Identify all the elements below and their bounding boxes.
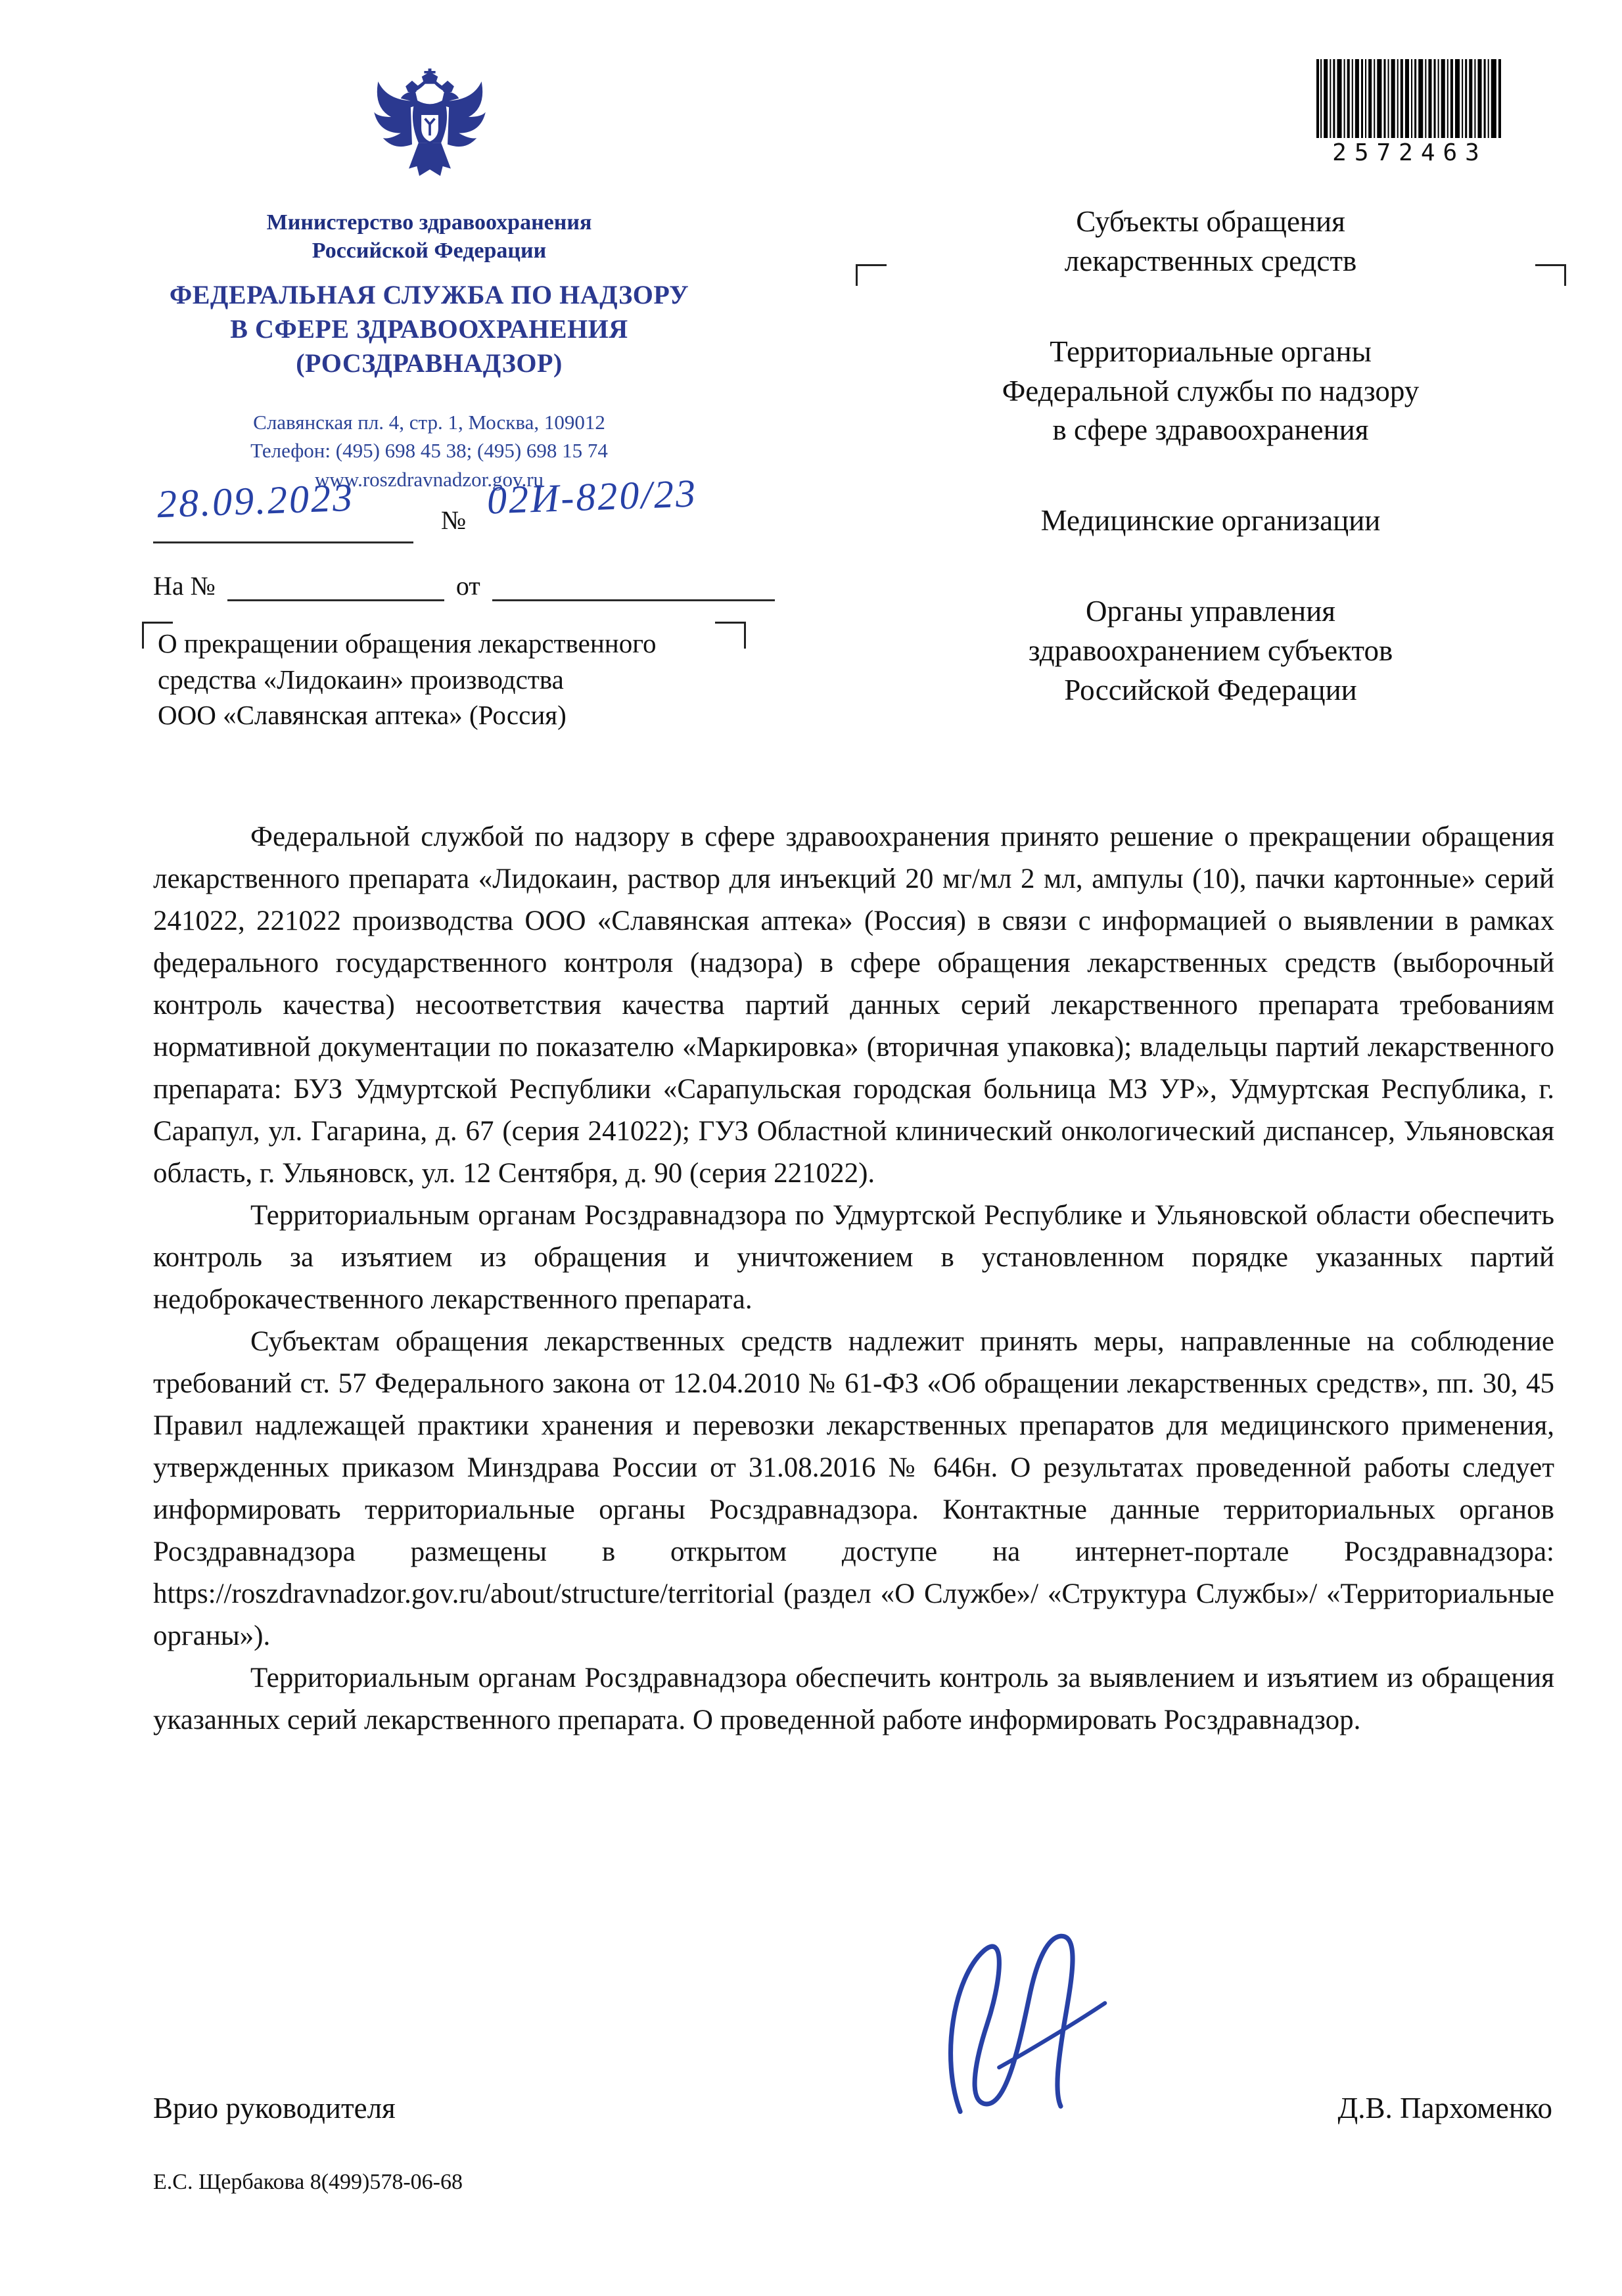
barcode-icon <box>1316 59 1503 138</box>
recipient-line: Органы управления <box>1086 595 1335 628</box>
reply-reference-row <box>153 570 775 601</box>
number-sign: № <box>441 505 467 535</box>
recipients-block <box>862 202 1559 762</box>
recipient-group-4 <box>862 592 1559 710</box>
handwritten-date: 28.09.2023 <box>156 475 356 526</box>
executor-contact: Е.С. Щербакова 8(499)578-06-68 <box>153 2170 463 2194</box>
handwritten-signature <box>919 1924 1136 2132</box>
recipient-line: в сфере здравоохранения <box>1052 413 1369 447</box>
sender-website: www.roszdravnadzor.gov.ru <box>314 467 544 491</box>
barcode-number: 2572463 <box>1332 139 1487 166</box>
subject-block <box>158 626 762 733</box>
reply-label: На № <box>153 571 216 601</box>
body-paragraph: Субъектам обращения лекарственных средств надлежит принять меры, направленные на соблюдение требований ст. 57 Федерального закона от 12.04.2010 № 61-ФЗ «Об обращении лекарственных средств», пп. 30, 45 Правил надлежащей практики хранения и перевозки лекарственных препаратов для медицинского применения, утвержденных приказом Минздрава России от 31.08.2016 № 646н. О результатах проведенной работы следует информировать территориальные органы Росздравнадзора. Контактные данные территориальных органов Росздравнадзора размещены в открытом доступе на интернет-портале Росздравнадзора: https://roszdravnadzor.gov.ru/about/structure/territorial (раздел «О Службе»/ «Структура Службы»/ «Территориальные органы»). <box>153 1326 1554 1651</box>
reply-from-label: от <box>455 571 480 601</box>
recipient-line: Субъекты обращения <box>1076 205 1345 238</box>
service-line-1: ФЕДЕРАЛЬНАЯ СЛУЖБА ПО НАДЗОРУ <box>169 280 689 310</box>
date-underline <box>153 541 413 543</box>
sender-address: Славянская пл. 4, стр. 1, Москва, 109012 <box>253 411 605 434</box>
signer-name: Д.В. Пархоменко <box>1337 2092 1552 2124</box>
ministry-name <box>117 209 741 265</box>
service-line-3: (РОСЗДРАВНАДЗОР) <box>296 348 563 378</box>
recipient-line: Территориальные органы <box>1050 334 1372 368</box>
signer-position: Врио руководителя <box>153 2092 396 2124</box>
recipient-line: здравоохранением субъектов <box>1028 633 1393 667</box>
barcode-block <box>1314 59 1505 166</box>
recipient-group-3 <box>862 501 1559 541</box>
recipient-line: Российской Федерации <box>1064 673 1357 706</box>
recipient-group-1 <box>862 202 1559 281</box>
body-paragraph: Территориальным органам Росздравнадзора по Удмуртской Республике и Ульяновской области обеспечить контроль за изъятием из обращения и уничтожением в установленном порядке указанных партий недоброкачественного лекарственного препарата. <box>153 1200 1554 1315</box>
recipient-group-2 <box>862 333 1559 451</box>
subject-line-1: О прекращении обращения лекарственного <box>158 628 657 658</box>
subject-line-2: средства «Лидокаин» производства <box>158 664 564 695</box>
recipient-line: Федеральной службы по надзору <box>1002 374 1420 407</box>
ministry-line-1: Министерство здравоохранения <box>266 210 592 235</box>
reply-number-blank <box>227 570 444 601</box>
reply-date-blank <box>492 570 775 601</box>
letter-body <box>153 816 1554 1741</box>
handwritten-number: 02И-820/23 <box>486 471 699 522</box>
recipient-line: Медицинские организации <box>1040 504 1381 538</box>
body-paragraph: Федеральной службой по надзору в сфере здравоохранения принято решение о прекращении обращения лекарственного препарата «Лидокаин, раствор для инъекций 20 мг/мл 2 мл, ампулы (10), пачки картонные» серий 241022, 221022 производства ООО «Славянская аптека» (Россия) в связи с информацией о выявлении в рамках федерального государственного контроля (надзора) в сфере обращения лекарственных средств (выборочный контроль качества) несоответствия качества партий данных серий лекарственного препарата требованиям нормативной документации по показателю «Маркировка» (вторичная упаковка); владельцы партий лекарственного препарата: БУЗ Удмуртской Республики «Сарапульская городская больница МЗ УР», Удмуртская Республика, г. Сарапул, ул. Гагарина, д. 67 (серия 241022); ГУЗ Областной клинический онкологический диспансер, Ульяновская область, г. Ульяновск, ул. 12 Сентября, д. 90 (серия 221022). <box>153 821 1554 1189</box>
sender-phone: Телефон: (495) 698 45 38; (495) 698 15 74 <box>250 439 608 463</box>
recipient-line: лекарственных средств <box>1064 244 1357 277</box>
subject-line-3: ООО «Славянская аптека» (Россия) <box>158 700 567 731</box>
body-paragraph: Территориальным органам Росздравнадзора обеспечить контроль за выявлением и изъятием из обращения указанных серий лекарственного препарата. О проведенной работе информировать Росздравнадзор. <box>153 1663 1554 1735</box>
coat-of-arms-icon <box>373 66 486 189</box>
service-line-2: В СФЕРЕ ЗДРАВООХРАНЕНИЯ <box>230 314 628 344</box>
ministry-line-2: Российской Федерации <box>312 238 547 263</box>
service-name <box>117 278 741 380</box>
sender-block <box>117 209 741 494</box>
